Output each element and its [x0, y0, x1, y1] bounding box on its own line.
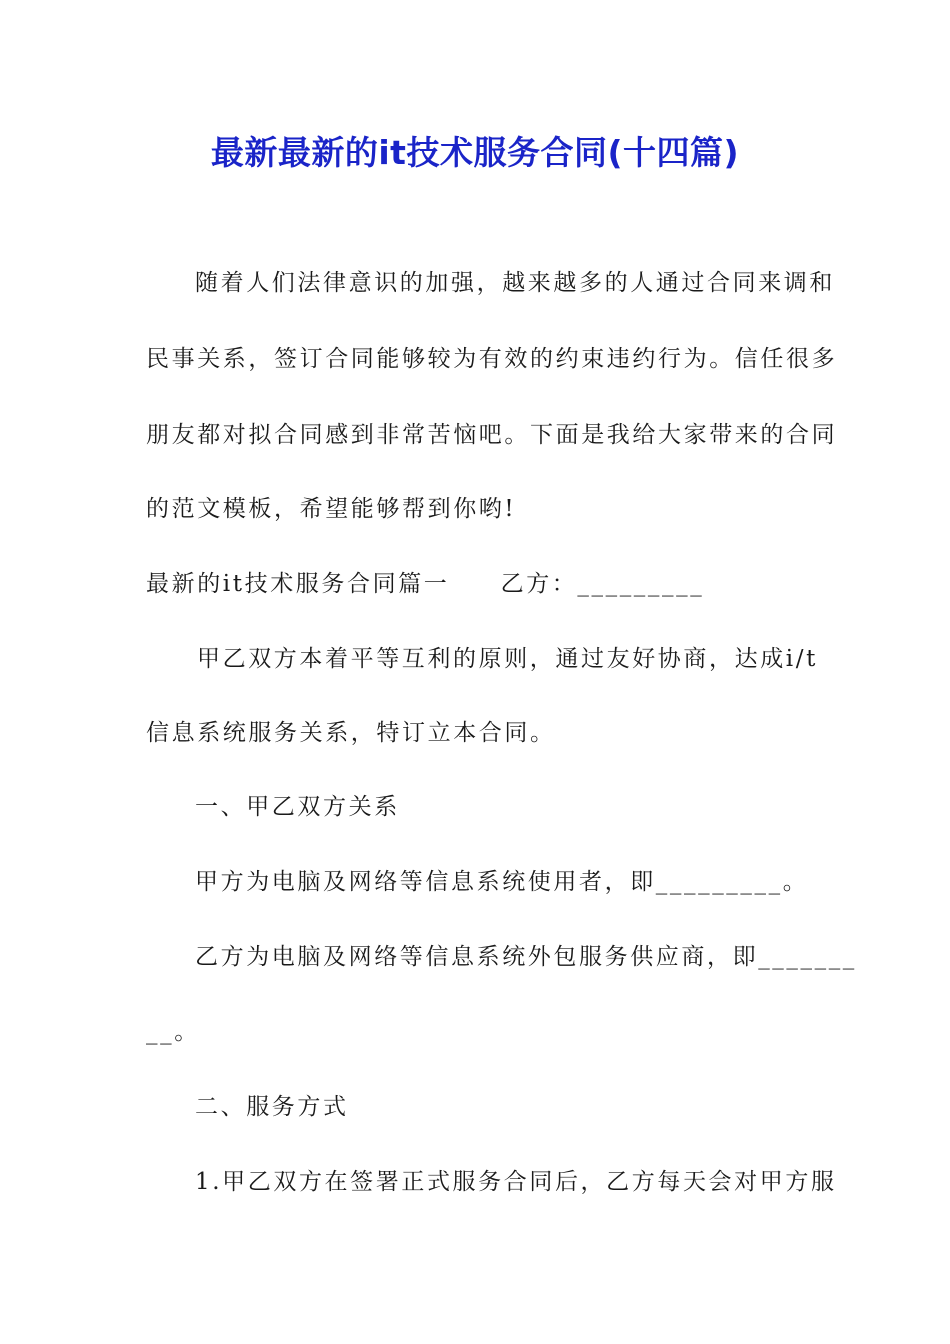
paragraph-line: __。 — [146, 1019, 200, 1045]
document-title: 最新最新的it技术服务合同(十四篇) — [210, 133, 740, 172]
paragraph-line: 甲乙双方本着平等互利的原则，通过友好协商，达成i/t — [197, 646, 818, 672]
paragraph-line: 朋友都对拟合同感到非常苦恼吧。下面是我给大家带来的合同 — [146, 422, 838, 448]
clause-heading: 二、服务方式 — [195, 1094, 349, 1120]
paragraph-line: 1.甲乙双方在签署正式服务合同后，乙方每天会对甲方服 — [195, 1169, 837, 1195]
paragraph-line: 民事关系，签订合同能够较为有效的约束违约行为。信任很多 — [146, 346, 838, 372]
paragraph-line: 的范文模板，希望能够帮到你哟! — [146, 496, 517, 522]
section-heading-line: 最新的it技术服务合同篇一 乙方：_________ — [146, 571, 705, 597]
paragraph-line: 乙方为电脑及网络等信息系统外包服务供应商，即_______ — [195, 944, 857, 970]
paragraph-line: 甲方为电脑及网络等信息系统使用者，即_________。 — [195, 869, 809, 895]
paragraph-line: 随着人们法律意识的加强，越来越多的人通过合同来调和 — [195, 270, 835, 296]
paragraph-line: 信息系统服务关系，特订立本合同。 — [146, 720, 556, 746]
clause-heading: 一、甲乙双方关系 — [195, 794, 400, 820]
